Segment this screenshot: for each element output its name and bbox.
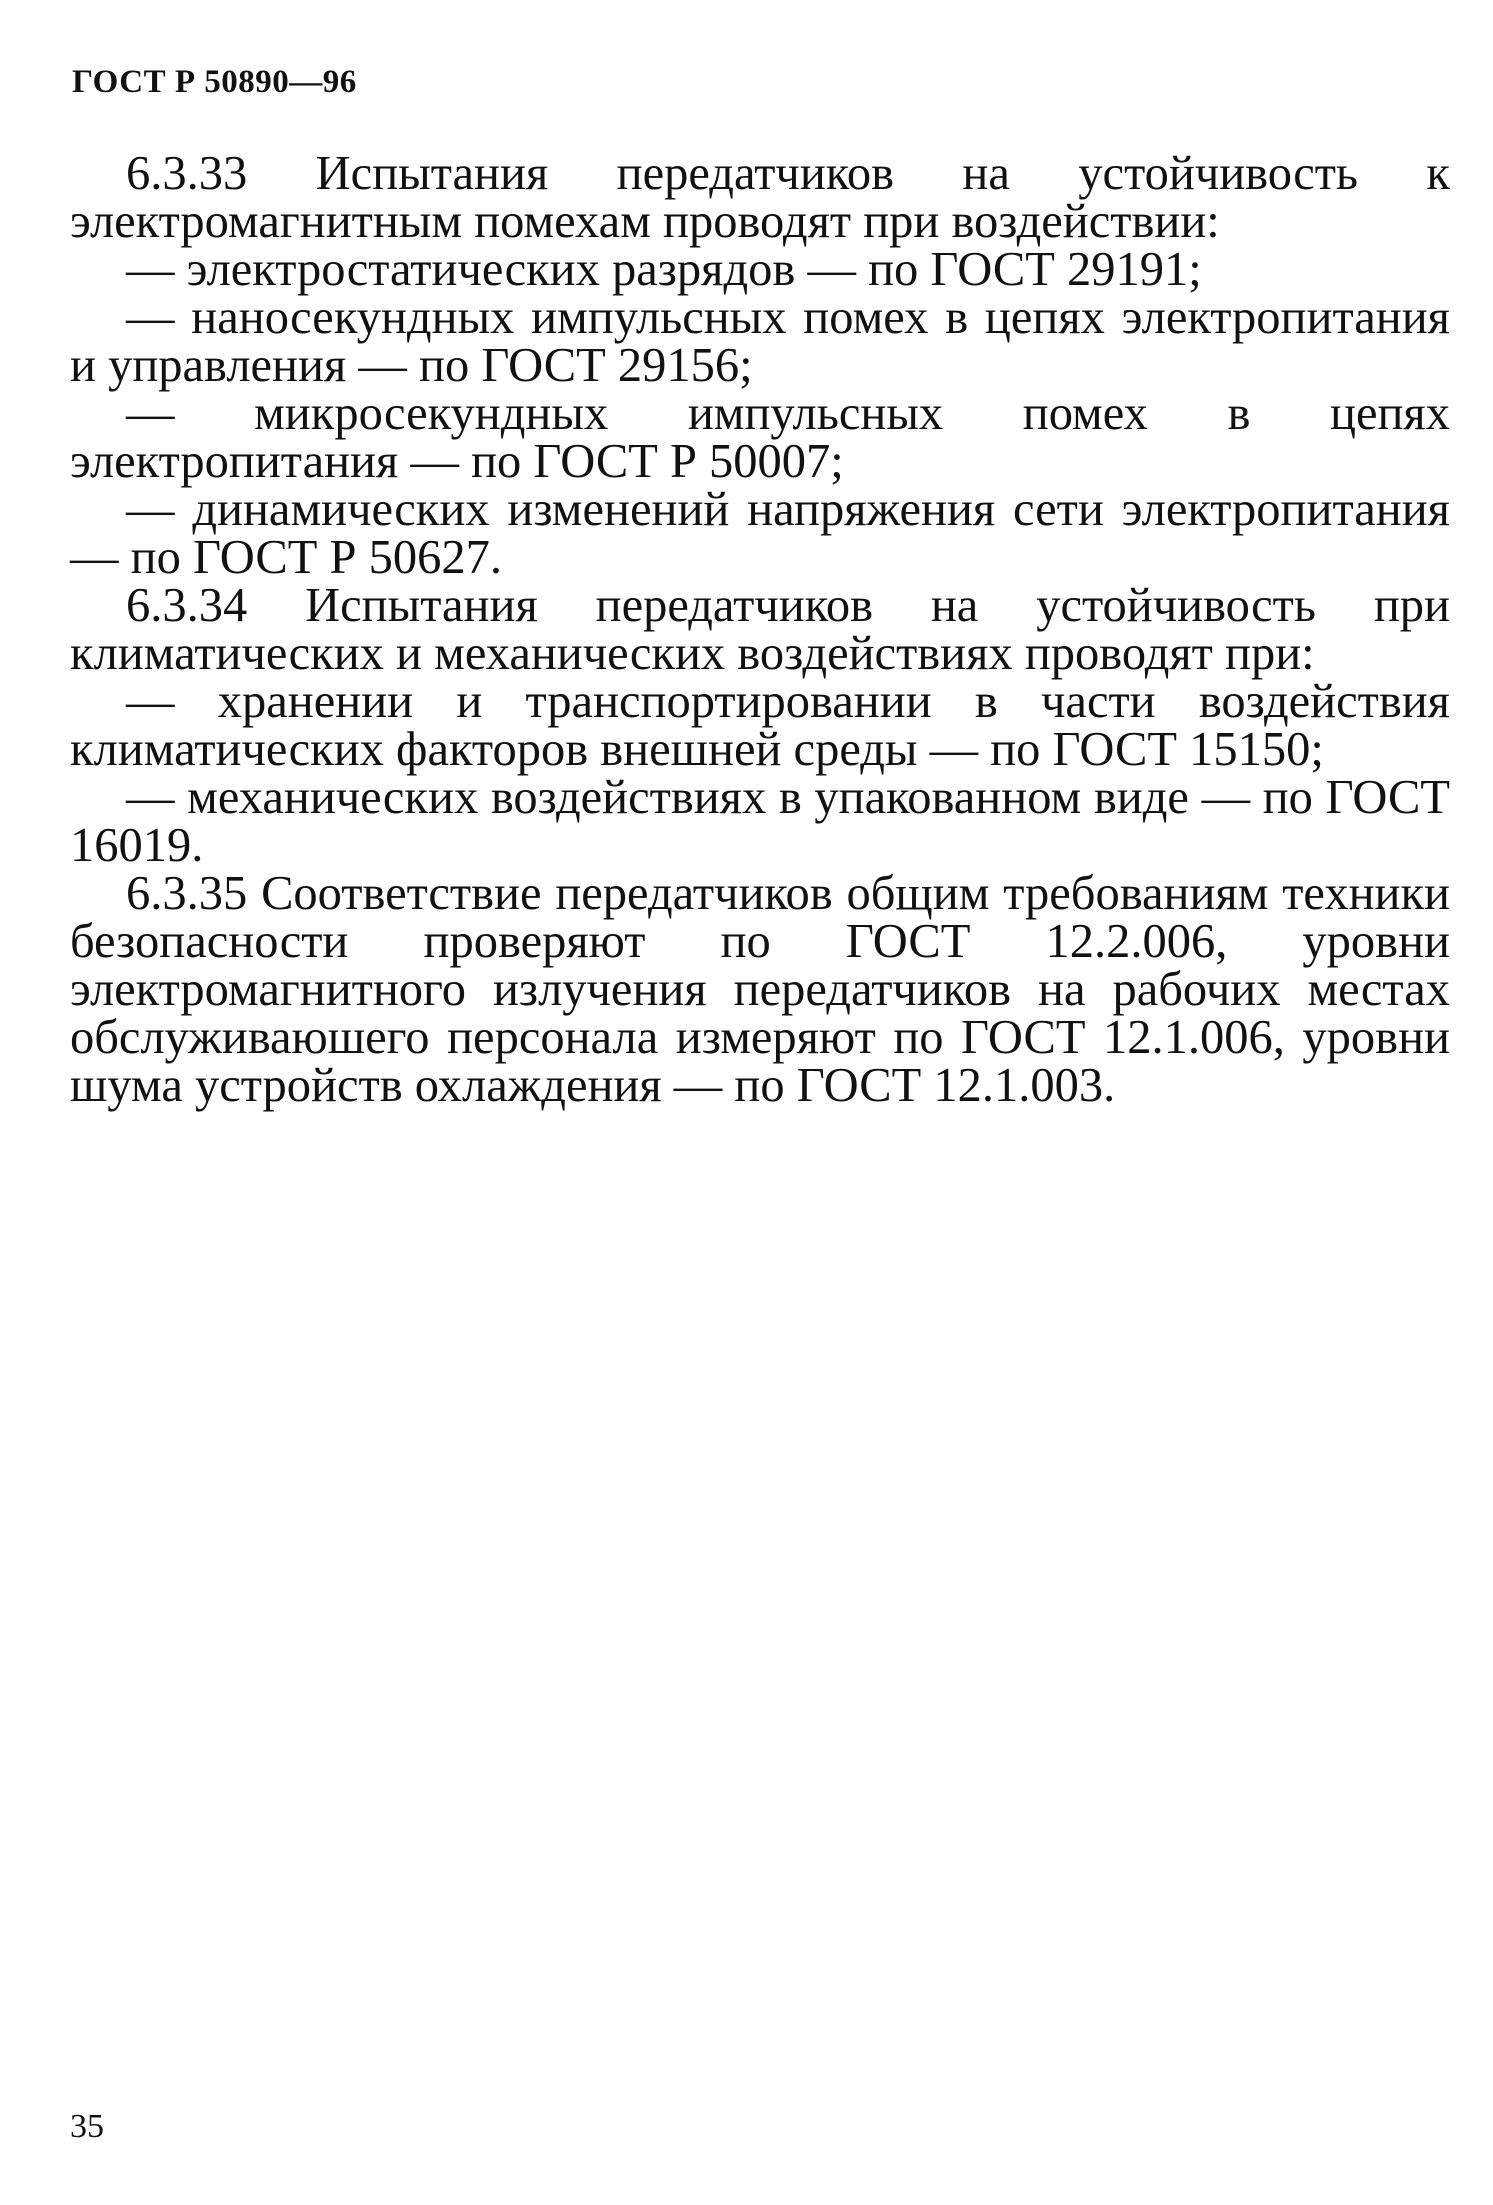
page-number: 35 — [70, 2108, 104, 2145]
list-item-nanosecond: — наносекундных импульсных помех в цепях электропитания и управления — по ГОСТ 29156; — [70, 291, 1450, 392]
list-item-microsecond: — микросекундных импульсных помех в цепях электропитания — по ГОСТ Р 50007; — [70, 387, 1450, 488]
list-item-voltage-dynamics: — динамических изменений напряжения сети электропитания — по ГОСТ Р 50627. — [70, 483, 1450, 584]
list-item-mechanical: — механических воздействиях в упакованном виде — по ГОСТ 16019. — [70, 771, 1450, 872]
paragraph-6-3-34: 6.3.34 Испытания передатчиков на устойчивость при климатических и механических воздействиях проводят при: — [70, 579, 1450, 680]
paragraph-6-3-33: 6.3.33 Испытания передатчиков на устойчивость к электромагнитным помехам проводят при воздействии: — [70, 147, 1450, 248]
list-item-storage-transport: — хранении и транспортировании в части воздействия климатических факторов внешней среды — по ГОСТ 15150; — [70, 675, 1450, 776]
paragraph-6-3-35: 6.3.35 Соответствие передатчиков общим требованиям техники безопасности проверяют по ГОСТ 12.2.006, уровни электромагнитного излучения передатчиков на рабочих местах обслуживаюшего персонала измеряют по ГОСТ 12.1.006, уровни шума устройств охлаждения — по ГОСТ 12.1.003. — [70, 867, 1450, 1112]
list-item-electrostatic: — электростатических разрядов — по ГОСТ 29191; — [126, 243, 1202, 296]
document-code-header: ГОСТ Р 50890—96 — [72, 64, 357, 100]
document-body — [70, 147, 1450, 1112]
